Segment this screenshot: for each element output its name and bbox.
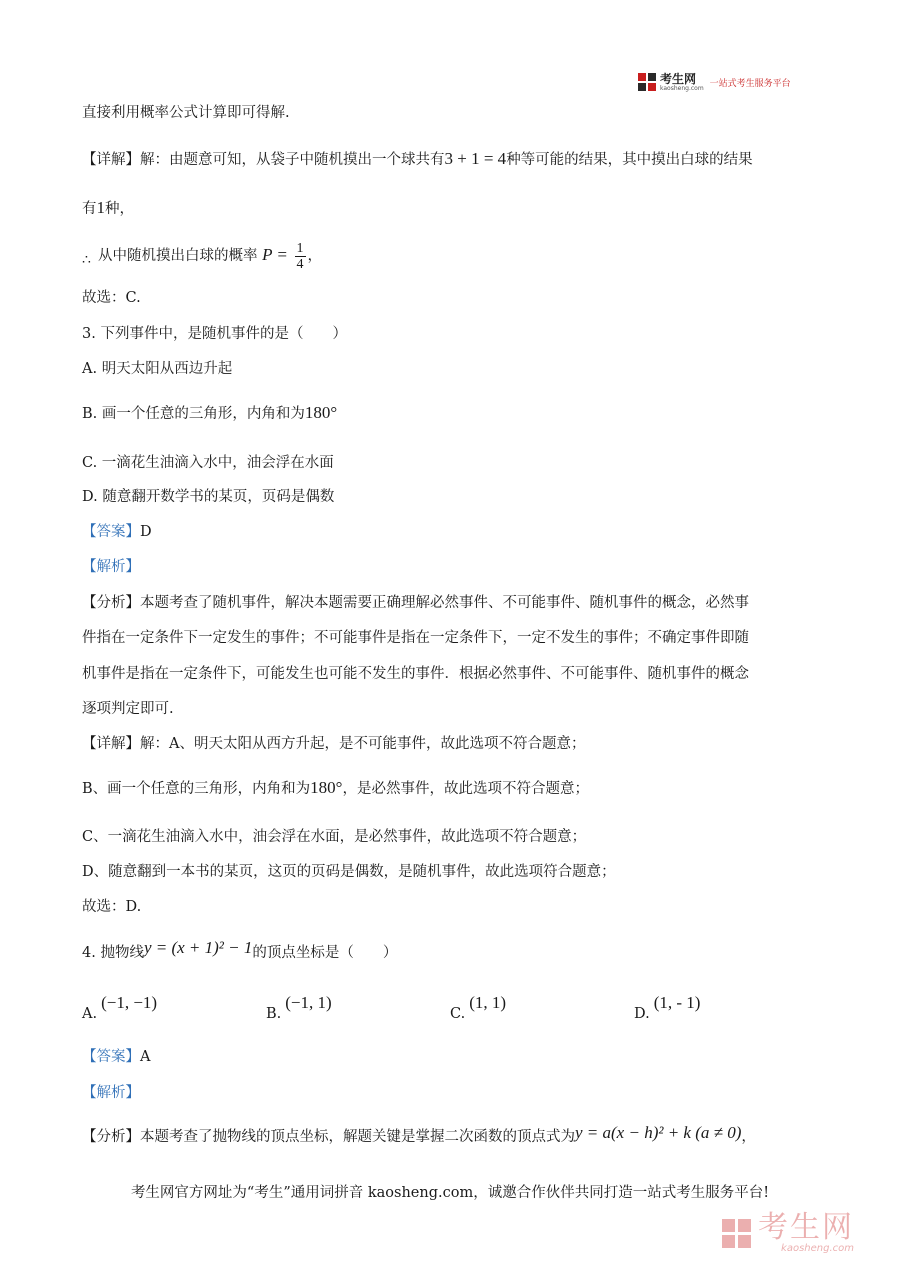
q3-option-c: C. 一滴花生油滴入水中，油会浮在水面 bbox=[82, 455, 334, 471]
q3-option-b: B. 画一个任意的三角形，内角和为180° bbox=[82, 403, 338, 422]
q4-analysis-line1: 【分析】本题考查了抛物线的顶点坐标，解题关键是掌握二次函数的顶点式为y = a(x − h)² + k (a ≠ 0)， bbox=[82, 1123, 756, 1145]
q4-option-d: D.(1, - 1) bbox=[634, 993, 701, 1022]
q4-option-b: B.(−1, 1) bbox=[266, 993, 332, 1022]
header-logo[interactable] bbox=[638, 70, 791, 94]
q2-intro: 直接利用概率公式计算即可得解. bbox=[82, 105, 290, 121]
q2-probability-line: 从中随机摸出白球的概率 P = $\frac{1}{4}$ ， bbox=[98, 240, 323, 272]
q2-detail-line1: 【详解】解：由题意可知，从袋子中随机摸出一个球共有3 + 1 = 4种等可能的结果，其中摸出白球的结果 bbox=[82, 149, 753, 168]
q3-analysis-line1: 【分析】本题考查了随机事件，解决本题需要正确理解必然事件、不可能事件、随机事件的概念，必然事 bbox=[82, 595, 749, 611]
q3-detail-b: B、画一个任意的三角形，内角和为180°，是必然事件，故此选项不符合题意； bbox=[82, 778, 589, 797]
math-expression: y = a(x − h)² + k (a ≠ 0) bbox=[575, 1123, 742, 1142]
q3-answer: 【答案】D bbox=[82, 524, 152, 540]
math-expression: 3 + 1 = 4 bbox=[444, 149, 507, 168]
q3-analysis-label: 【解析】 bbox=[82, 559, 140, 575]
q3-detail-a: 【详解】解：A、明天太阳从西方升起，是不可能事件，故此选项不符合题意； bbox=[82, 736, 586, 752]
fraction: $\frac{1}{4}$ bbox=[296, 240, 304, 272]
q4-analysis-label: 【解析】 bbox=[82, 1085, 140, 1101]
q3-detail-d: D、随意翻到一本书的某页，这页的页码是偶数，是随机事件，故此选项符合题意； bbox=[82, 864, 616, 880]
q3-analysis-line4: 逐项判定即可. bbox=[82, 701, 174, 717]
logo-name: 考生网 bbox=[660, 71, 697, 86]
logo-domain: kaosheng.com bbox=[660, 84, 704, 92]
header-slogan: 一站式考生服务平台 bbox=[709, 78, 791, 89]
footer-text: 考生网官方网址为“考生”通用词拼音 kaosheng.com，诚邀合作伙伴共同打造一站式考生服务平台! bbox=[130, 1185, 770, 1201]
q2-detail-line2: 有1种， bbox=[82, 198, 134, 217]
watermark-icon bbox=[722, 1219, 752, 1249]
q4-answer: 【答案】A bbox=[82, 1049, 151, 1065]
math-expression: y = (x + 1)² − 1 bbox=[143, 938, 253, 957]
q3-choice: 故选：D. bbox=[82, 899, 142, 915]
q3-analysis-line2: 件指在一定条件下一定发生的事件；不可能事件是指在一定条件下，一定不发生的事件；不确定事件即随 bbox=[82, 630, 749, 646]
therefore-symbol: ∴ bbox=[82, 252, 91, 268]
q2-choice: 故选：C. bbox=[82, 290, 141, 306]
q4-option-a: A.(−1, −1) bbox=[82, 993, 158, 1022]
q4-option-c: C.(1, 1) bbox=[450, 993, 507, 1022]
q3-detail-c: C、一滴花生油滴入水中，油会浮在水面，是必然事件，故此选项不符合题意； bbox=[82, 829, 587, 845]
watermark-domain: kaosheng.com bbox=[781, 1243, 854, 1254]
watermark-name: 考生网 bbox=[758, 1210, 854, 1245]
detail-label: 【详解】 bbox=[82, 152, 140, 168]
watermark-logo bbox=[722, 1210, 854, 1254]
q3-stem: 3. 下列事件中，是随机事件的是（ ） bbox=[82, 326, 347, 342]
q3-option-a: A. 明天太阳从西边升起 bbox=[82, 361, 233, 377]
answer-label: 【答案】 bbox=[82, 524, 140, 540]
q4-stem: 4. 抛物线y = (x + 1)² − 1的顶点坐标是（ ） bbox=[82, 938, 398, 961]
q3-analysis-line3: 机事件是指在一定条件下，可能发生也可能不发生的事件．根据必然事件、不可能事件、随机事件的概念 bbox=[82, 666, 749, 682]
q3-option-d: D. 随意翻开数学书的某页，页码是偶数 bbox=[82, 489, 335, 505]
logo-icon bbox=[638, 73, 656, 91]
answer-label: 【答案】 bbox=[82, 1049, 140, 1065]
